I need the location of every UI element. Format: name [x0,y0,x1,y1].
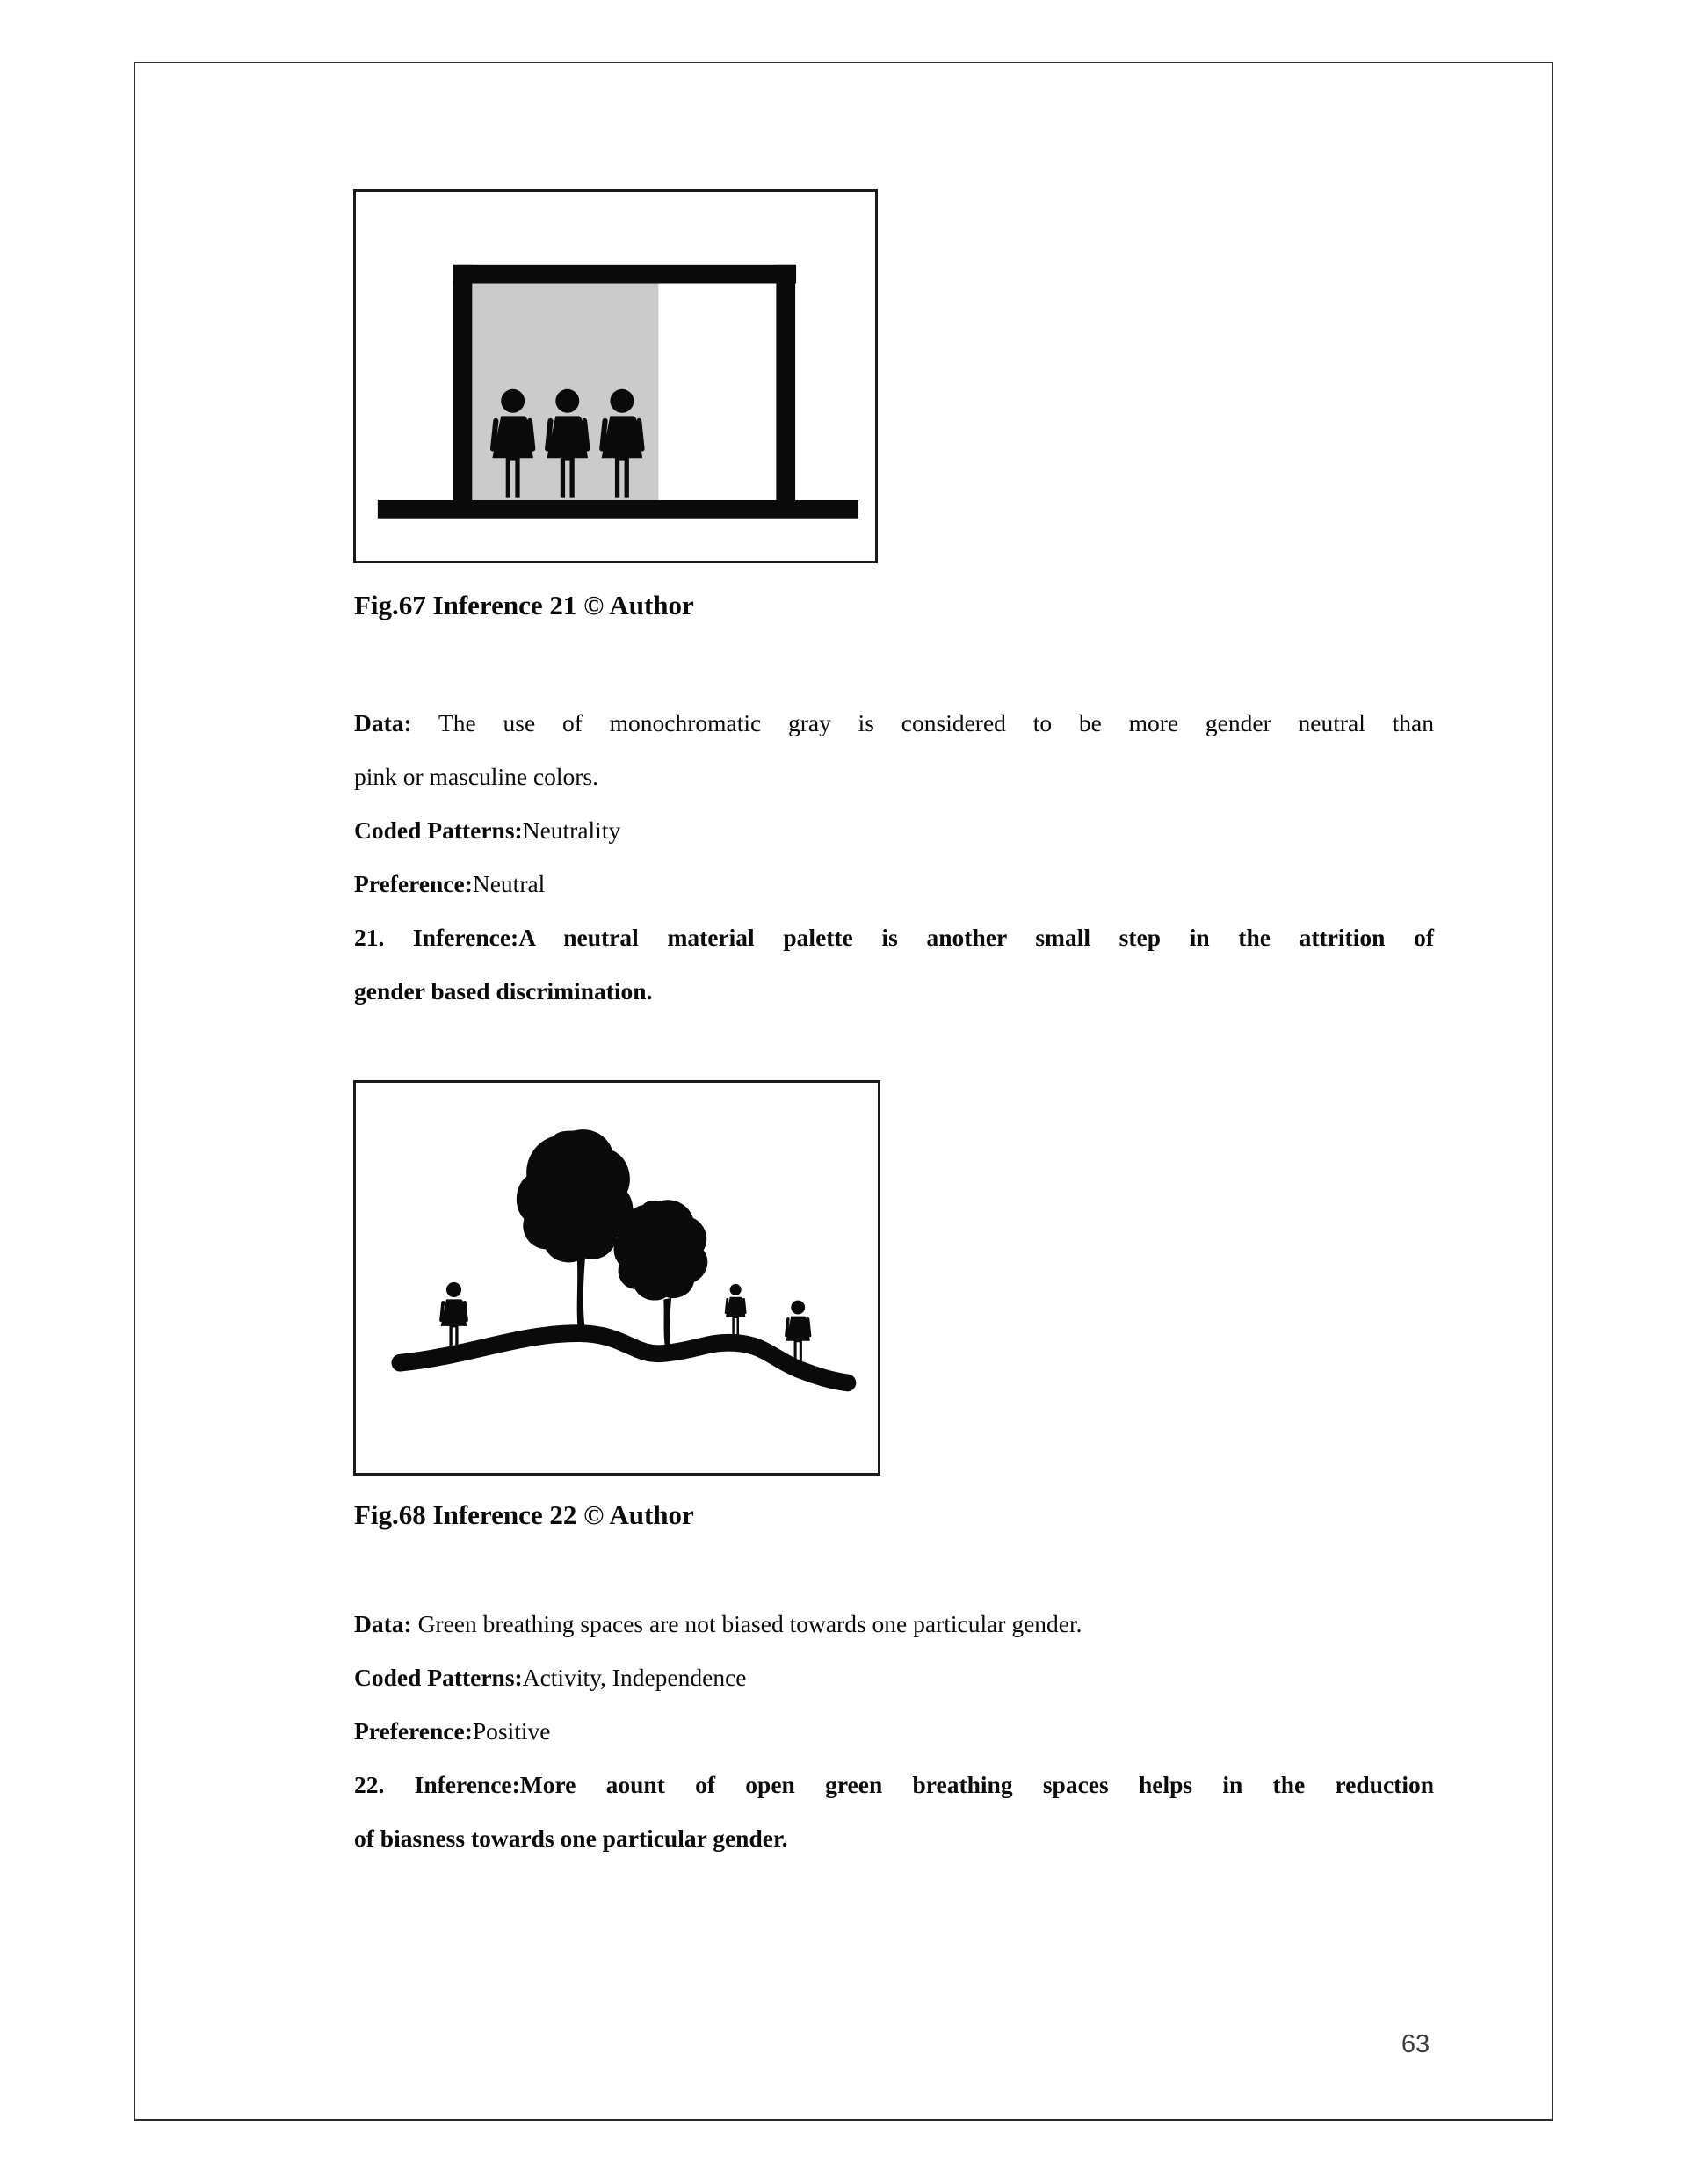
inference-21-text-block [354,696,1434,1018]
text-line: 22. Inference:More aount of open green breathing spaces helps in the reduction [354,1771,1434,1798]
green-space-illustration [356,1083,878,1473]
text-line: Data: The use of monochromatic gray is considered to be more gender neutral than [354,709,1434,736]
text-line: Coded Patterns:Activity, Independence [354,1664,747,1691]
page-number: 63 [1401,2030,1430,2058]
figure-68-caption: Fig.68 Inference 22 © Author [354,1499,694,1530]
text-line: Preference:Positive [354,1717,551,1745]
figure-68-image [353,1080,880,1476]
text-line: 21. Inference:A neutral material palette is another small step in the attrition of [354,924,1434,951]
figure-67-image [353,189,878,563]
text-line: Preference:Neutral [354,870,546,897]
inference-22-text-block [354,1597,1434,1865]
text-line: gender based discrimination. [354,977,653,1005]
tree-icon [517,1129,634,1335]
building-section-illustration [356,192,875,561]
tree-icon [614,1200,708,1349]
female-figure-icon [725,1284,747,1337]
figure-67-caption: Fig.67 Inference 21 © Author [354,590,694,620]
text-line: Coded Patterns:Neutrality [354,816,621,844]
ground-line [378,500,858,519]
text-line: of biasness towards one particular gender. [354,1825,788,1852]
wavy-ground-line [400,1333,847,1382]
text-line: pink or masculine colors. [354,763,598,790]
female-figure-icon [439,1282,468,1352]
text-line: Data: Green breathing spaces are not biased towards one particular gender. [354,1610,1082,1637]
